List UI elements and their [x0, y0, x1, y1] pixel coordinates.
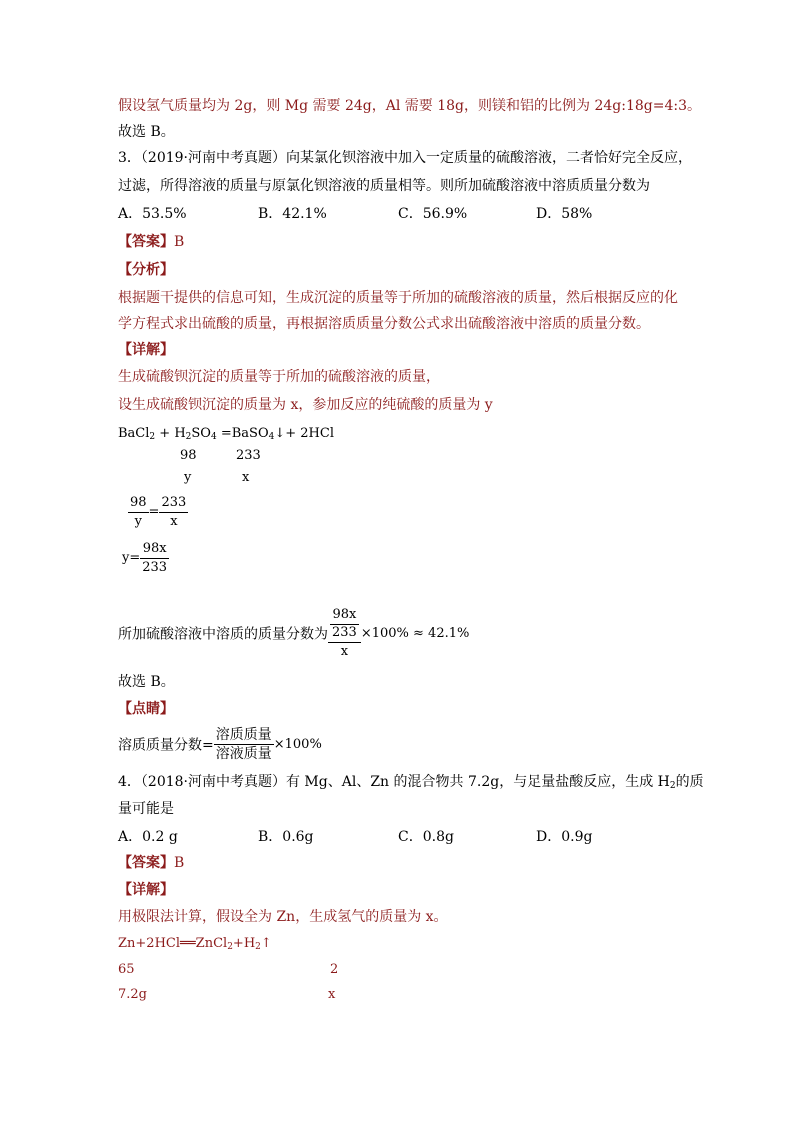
eq-bacl: BaCl: [118, 426, 150, 441]
eq-sub-2: 2: [149, 432, 156, 442]
q3-option-a: A．53.5%: [118, 206, 187, 222]
eq-arrow: ↓+ 2HCl: [274, 426, 334, 441]
ratio-eq: =: [148, 504, 160, 520]
q4-detail-label: 【详解】: [118, 882, 174, 898]
q3-analysis-label: 【分析】: [118, 262, 174, 278]
q4-eq-arrow: ↑: [260, 936, 272, 951]
q3-percent-line: [118, 606, 469, 661]
intro-choose: 故选 B。: [118, 124, 175, 140]
q4-stem-text: 4．（2018·河南中考真题）有 Mg、Al、Zn 的混合物共 7.2g，与足量盐酸反应，生成 H: [118, 774, 670, 790]
q3-equation: [118, 425, 334, 446]
q4-eq-sub2: 2: [255, 942, 261, 952]
percent-frac: $\frac{\frac{98x}{233}}{x}$: [328, 606, 361, 661]
ratio-frac-2: $\frac{233}{x}$: [161, 495, 187, 529]
q3-stem-line2: 过滤，所得溶液的质量与原氯化钡溶液的质量相等。则所加硫酸溶液中溶质质量分数为: [118, 178, 650, 194]
percent-tail: ×100% ≈ 42.1%: [360, 626, 470, 641]
q4-answer: [118, 853, 184, 873]
q3-choose: 故选 B。: [118, 674, 175, 690]
q3-formula: [118, 726, 322, 763]
intro-line: 假设氢气质量均为 2g，则 Mg 需要 24g，Al 需要 18g，则镁和铝的比例为 24g:18g=4:3。: [118, 98, 701, 114]
q4-stem-line2: 量可能是: [118, 801, 174, 817]
solve-lhs: y=: [122, 550, 141, 566]
q4-mass-65: 65: [118, 962, 135, 977]
q4-option-a: A．0.2 g: [118, 829, 178, 845]
q3-stem-line1: 3．（2019·河南中考真题）向某氯化钡溶液中加入一定质量的硫酸溶液，二者恰好完全反应，: [118, 150, 692, 166]
q4-option-c: C．0.8g: [398, 829, 454, 845]
q4-answer-label: 【答案】: [118, 855, 174, 871]
eq-baso: =BaSO: [216, 426, 269, 441]
q3-option-c: C．56.9%: [398, 206, 468, 222]
q4-var-7-2g: 7.2g: [118, 987, 147, 1002]
q4-eq-tail: +H: [232, 936, 256, 951]
q4-stem-tail: 的质: [675, 774, 704, 790]
formula-lhs: 溶质质量分数=: [118, 737, 214, 754]
q3-analysis-line2: 学方程式求出硫酸的质量，再根据溶质质量分数公式求出硫酸溶液中溶质的质量分数。: [118, 316, 650, 332]
q3-detail-label: 【详解】: [118, 342, 174, 358]
eq-sub-2b: 2: [185, 432, 192, 442]
q3-solve: [122, 540, 169, 577]
q4-mass-2: 2: [330, 962, 339, 977]
eq-sub-4: 4: [210, 432, 217, 442]
q4-eq-main: Zn+2HCl══ZnCl: [118, 936, 228, 951]
eq-var-y: y: [184, 470, 192, 485]
q4-detail-line1: 用极限法计算，假设全为 Zn，生成氢气的质量为 x。: [118, 909, 448, 925]
q3-ratio: [128, 494, 188, 531]
q4-stem-line1: [118, 772, 704, 796]
q4-eq-sub: 2: [227, 942, 233, 952]
formula-tail: ×100%: [273, 737, 322, 752]
q4-stem-sub: 2: [669, 781, 676, 791]
solve-frac: $\frac{98x}{233}$: [142, 541, 168, 575]
q3-option-d: D．58%: [536, 206, 593, 222]
q3-analysis-line1: 根据题干提供的信息可知，生成沉淀的质量等于所加的硫酸溶液的质量，然后根据反应的化: [118, 290, 678, 306]
q3-answer-value: B: [174, 234, 185, 250]
percent-text: 所加硫酸溶液中溶质的质量分数为: [118, 626, 328, 643]
q3-point-label: 【点睛】: [118, 701, 174, 717]
q3-option-b: B．42.1%: [258, 206, 327, 222]
q3-answer-label: 【答案】: [118, 234, 174, 250]
q4-equation: [118, 935, 272, 956]
q3-detail-line2: 设生成硫酸钡沉淀的质量为 x，参加反应的纯硫酸的质量为 y: [118, 397, 493, 413]
ratio-frac-1: $\frac{98}{y}$: [130, 495, 147, 529]
q4-answer-value: B: [174, 855, 185, 871]
eq-var-x: x: [242, 470, 250, 485]
eq-so: SO: [191, 426, 211, 441]
formula-frac: $\frac{\text{溶质质量}}{\text{溶液质量}}$: [215, 727, 272, 762]
eq-mass-98: 98: [180, 448, 197, 463]
q4-option-b: B．0.6g: [258, 829, 314, 845]
eq-mass-233: 233: [236, 448, 261, 463]
q3-detail-line1: 生成硫酸钡沉淀的质量等于所加的硫酸溶液的质量，: [118, 369, 440, 385]
q4-option-d: D．0.9g: [536, 829, 593, 845]
eq-sub-4b: 4: [268, 432, 275, 442]
q3-answer: [118, 232, 184, 252]
q4-var-x: x: [328, 987, 336, 1002]
eq-plus-h: + H: [155, 426, 186, 441]
